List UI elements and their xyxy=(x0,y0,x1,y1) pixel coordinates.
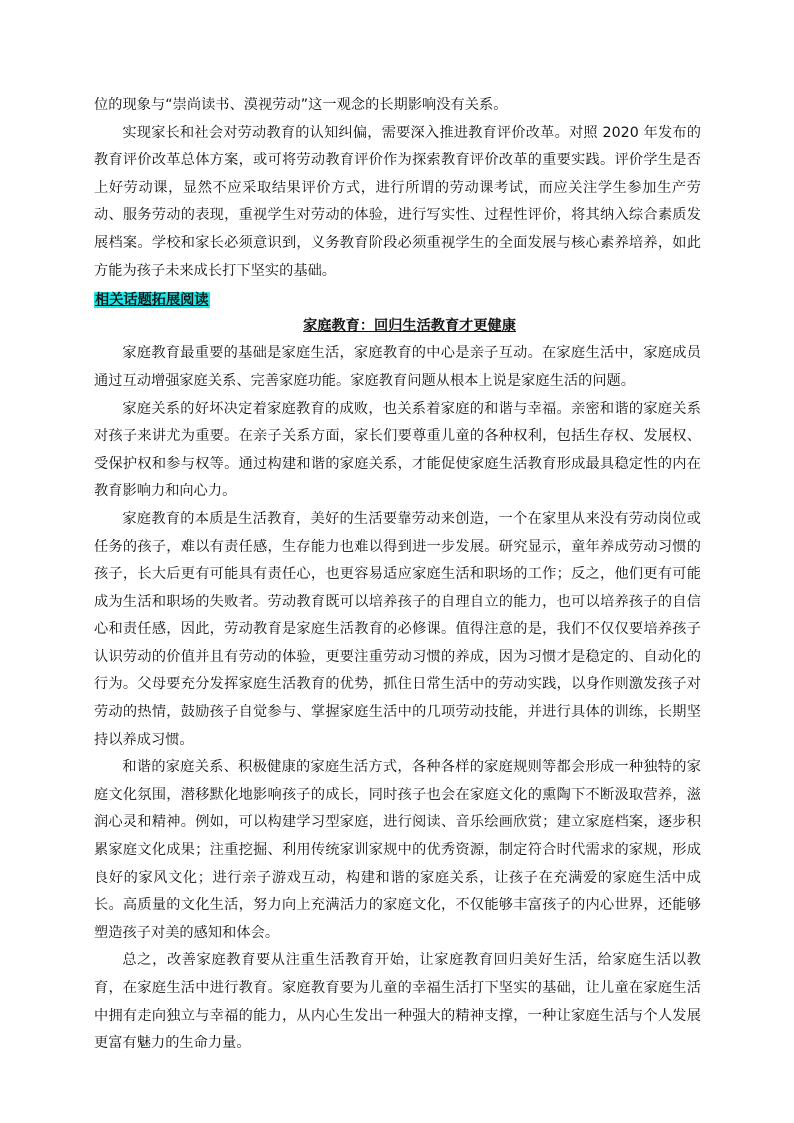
article-title: 家庭教育：回归生活教育才更健康 xyxy=(303,317,516,334)
article-paragraph: 家庭教育最重要的基础是家庭生活，家庭教育的中心是亲子互动。在家庭生活中，家庭成员通过互动增强家庭关系、完善家庭功能。家庭教育问题从根本上说是家庭生活的问题。 xyxy=(94,345,701,389)
reform-paragraph: 实现家长和社会对劳动教育的认知纠偏，需要深入推进教育评价改革。对照 2020 年发布的教育评价改革总体方案，或可将劳动教育评价作为探索教育评价改革的重要实践。评价学生是否上好劳动课，显然不应采取结果评价方式，进行所谓的劳动课考试，而应关注学生参加生产劳动、服务劳动的表现，重视学生对劳动的体验，进行写实性、过程性评价，将其纳入综合素质发展档案。学校和家长必须意识到，义务教育阶段必须重视学生的全面发展与核心素养培养，如此方能为孩子未来成长打下坚实的基础。 xyxy=(94,124,701,279)
section-label-line xyxy=(94,285,701,313)
article-paragraph: 总之，改善家庭教育要从注重生活教育开始，让家庭教育回归美好生活，给家庭生活以教育，在家庭生活中进行教育。家庭教育要为儿童的幸福生活打下坚实的基础，让儿童在家庭生活中拥有走向独立与幸福的能力，从内心生发出一种强大的精神支撑，一种让家庭生活与个人发展更富有魅力的生命力量。 xyxy=(94,952,701,1052)
article-paragraph: 家庭教育的本质是生活教育，美好的生活要靠劳动来创造，一个在家里从来没有劳动岗位或任务的孩子，难以有责任感，生存能力也难以得到进一步发展。研究显示，童年养成劳动习惯的孩子，长大后更有可能具有责任心，也更容易适应家庭生活和职场的工作；反之，他们更有可能成为生活和职场的失败者。劳动教育既可以培养孩子的自理自立的能力，也可以培养孩子的自信心和责任感，因此，劳动教育是家庭生活教育的必修课。值得注意的是，我们不仅仅要培养孩子认识劳动的价值并且有劳动的体验，更要注重劳动习惯的养成，因为习惯才是稳定的、自动化的行为。父母要充分发挥家庭生活教育的优势，抓住日常生活中的劳动实践，以身作则激发孩子对劳动的热情，鼓励孩子自觉参与、掌握家庭生活中的几项劳动技能，并进行具体的训练，长期坚持以养成习惯。 xyxy=(94,510,701,748)
continued-paragraph: 位的现象与“崇尚读书、漠视劳动”这一观念的长期影响没有关系。 xyxy=(94,97,508,113)
section-label: 相关话题拓展阅读 xyxy=(95,292,209,309)
article-paragraph: 和谐的家庭关系、积极健康的家庭生活方式，各种各样的家庭规则等都会形成一种独特的家庭文化氛围，潜移默化地影响孩子的成长，同时孩子也会在家庭文化的熏陶下不断汲取营养，滋润心灵和精神。例如，可以构建学习型家庭，进行阅读、音乐绘画欣赏；建立家庭档案，逐步积累家庭文化成果；注重挖掘、利用传统家训家规中的优秀资源，制定符合时代需求的家规，形成良好的家风文化；进行亲子游戏互动，构建和谐的家庭关系，让孩子在充满爱的家庭生活中成长。高质量的文化生活，努力向上充满活力的家庭文化，不仅能够丰富孩子的内心世界，还能够塑造孩子对美的感知和体会。 xyxy=(94,759,701,941)
article-paragraph: 家庭关系的好坏决定着家庭教育的成败，也关系着家庭的和谐与幸福。亲密和谐的家庭关系对孩子来讲尤为重要。在亲子关系方面，家长们要尊重儿童的各种权利，包括生存权、发展权、受保护权和参与权等。通过构建和谐的家庭关系，才能促使家庭生活教育形成最具稳定性的内在教育影响力和向心力。 xyxy=(94,400,701,500)
document-page xyxy=(94,92,701,1058)
